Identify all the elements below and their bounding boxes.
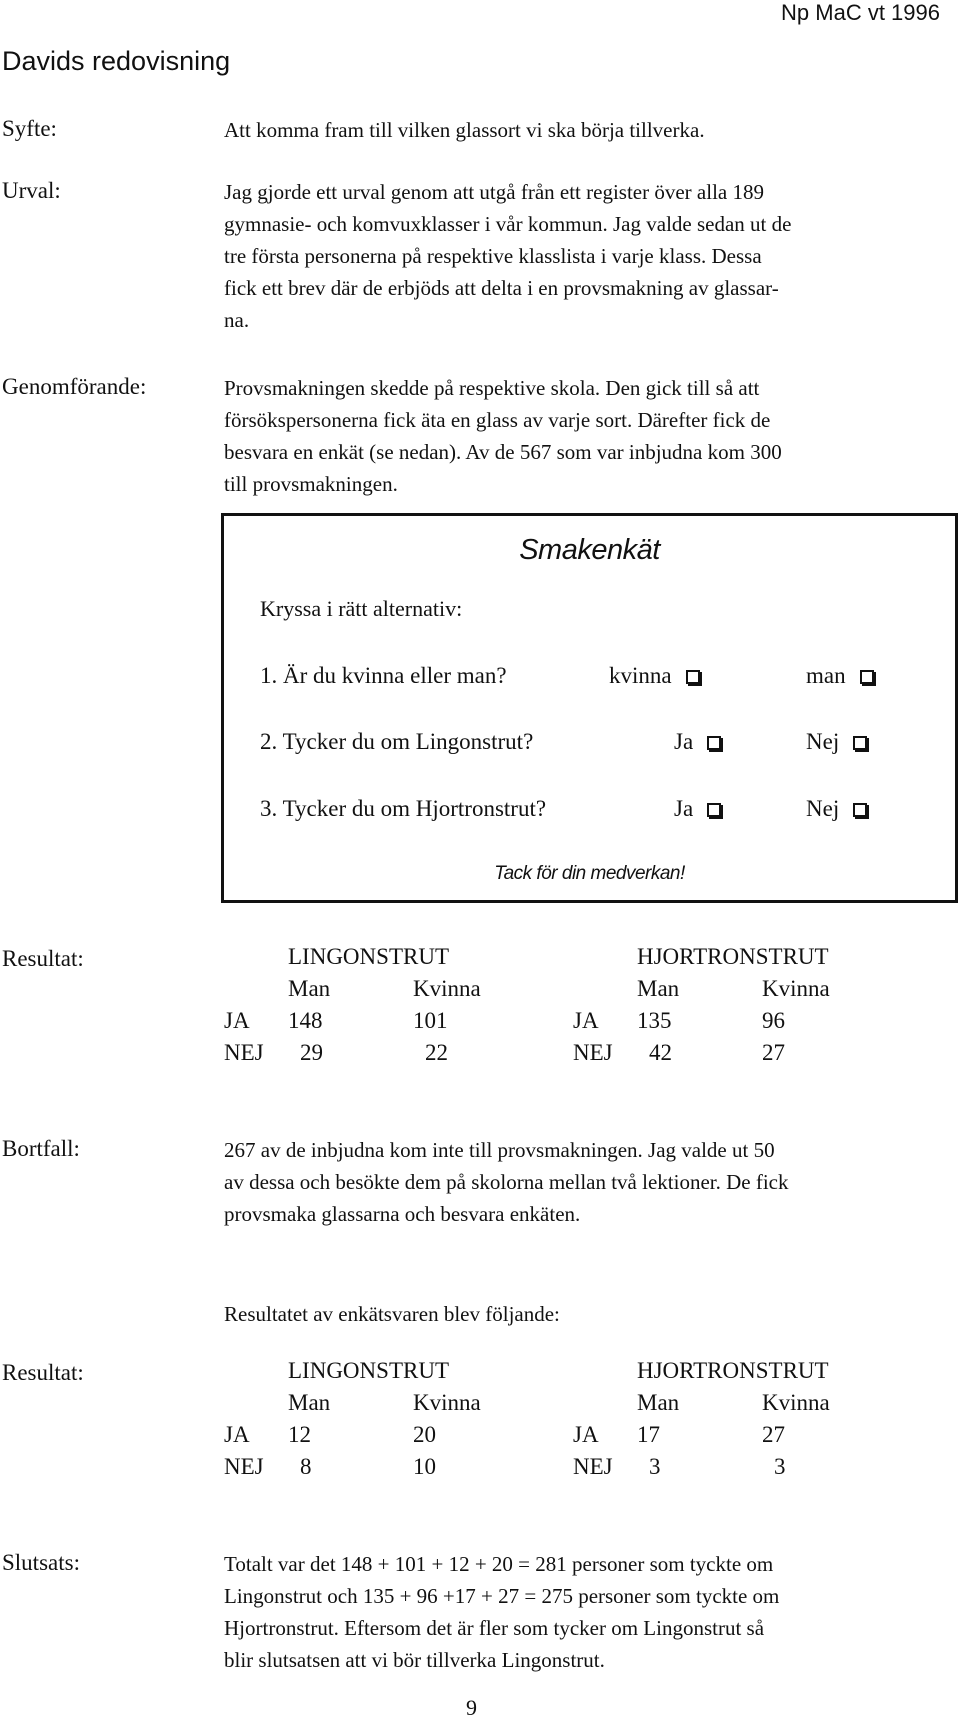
genomforande-line: till provsmakningen. <box>224 472 398 496</box>
urval-line: Jag gjorde ett urval genom att utgå från ett register över alla 189 <box>224 180 764 204</box>
urval-text <box>224 176 956 336</box>
survey-question: 1. Är du kvinna eller man? <box>260 663 507 688</box>
checkbox-icon[interactable] <box>860 670 874 684</box>
slutsats-line: Lingonstrut och 135 + 96 +17 + 27 = 275 personer som tyckte om <box>224 1584 780 1608</box>
urval-label: Urval: <box>2 178 61 203</box>
survey-option[interactable] <box>674 796 721 822</box>
col-header: Kvinna <box>762 1390 830 1415</box>
option-label: kvinna <box>609 663 672 688</box>
survey-option[interactable] <box>806 796 867 822</box>
row-label: NEJ <box>224 1454 264 1479</box>
group-header: HJORTRONSTRUT <box>637 1358 829 1383</box>
option-label: Ja <box>674 729 694 754</box>
bortfall-line: av dessa och besökte dem på skolorna mellan två lektioner. De fick <box>224 1170 789 1194</box>
genomforande-line: besvara en enkät (se nedan). Av de 567 som var inbjudna kom 300 <box>224 440 782 464</box>
row-label: JA <box>224 1422 250 1447</box>
resultat-label: Resultat: <box>2 946 84 971</box>
table-cell: 20 <box>413 1422 436 1447</box>
bortfall-label: Bortfall: <box>2 1136 80 1161</box>
bortfall-line: 267 av de inbjudna kom inte till provsmakningen. Jag valde ut 50 <box>224 1138 775 1162</box>
col-header: Man <box>637 976 680 1001</box>
genomforande-label: Genomförande: <box>2 374 147 399</box>
table-cell: 3 <box>774 1454 786 1479</box>
table-cell: 10 <box>413 1454 436 1479</box>
urval-line: tre första personerna på respektive klasslista i varje klass. Dessa <box>224 244 762 268</box>
group-header: HJORTRONSTRUT <box>637 944 829 969</box>
col-header: Man <box>288 1390 331 1415</box>
slutsats-line: blir slutsatsen att vi bör tillverka Lingonstrut. <box>224 1648 605 1672</box>
table-cell: 148 <box>288 1008 323 1033</box>
checkbox-icon[interactable] <box>853 803 867 817</box>
slutsats-text <box>224 1548 956 1676</box>
group-header: LINGONSTRUT <box>288 944 449 969</box>
slutsats-line: Totalt var det 148 + 101 + 12 + 20 = 281 personer som tyckte om <box>224 1552 774 1576</box>
survey-option[interactable] <box>674 729 721 755</box>
resultat-intro: Resultatet av enkätsvaren blev följande: <box>224 1302 560 1326</box>
checkbox-icon[interactable] <box>707 803 721 817</box>
survey-thanks: Tack för din medverkan! <box>494 863 685 884</box>
urval-line: fick ett brev där de erbjöds att delta i en provsmakning av glassar- <box>224 276 779 300</box>
option-label: Nej <box>806 729 840 754</box>
table-cell: 22 <box>425 1040 448 1065</box>
syfte-text: Att komma fram till vilken glassort vi ska börja tillverka. <box>224 118 705 142</box>
survey-question: 2. Tycker du om Lingonstrut? <box>260 729 534 754</box>
col-header: Kvinna <box>762 976 830 1001</box>
table-cell: 29 <box>300 1040 323 1065</box>
resultat-label: Resultat: <box>2 1360 84 1385</box>
survey-title: Smakenkät <box>519 534 660 566</box>
exam-header: Np MaC vt 1996 <box>781 0 940 25</box>
survey-question: 3. Tycker du om Hjortronstrut? <box>260 796 547 821</box>
option-label: man <box>806 663 846 688</box>
group-header: LINGONSTRUT <box>288 1358 449 1383</box>
syfte-label: Syfte: <box>2 116 57 141</box>
table-cell: 8 <box>300 1454 312 1479</box>
row-label: JA <box>573 1422 599 1447</box>
col-header: Man <box>637 1390 680 1415</box>
bortfall-text <box>224 1134 956 1230</box>
bortfall-line: provsmaka glassarna och besvara enkäten. <box>224 1202 581 1226</box>
survey-option[interactable] <box>609 663 700 689</box>
table-cell: 96 <box>762 1008 785 1033</box>
table-cell: 27 <box>762 1040 785 1065</box>
survey-option[interactable] <box>806 663 874 689</box>
row-label: NEJ <box>573 1454 613 1479</box>
genomforande-text <box>224 372 956 500</box>
table-cell: 42 <box>649 1040 672 1065</box>
genomforande-line: försökspersonerna fick äta en glass av varje sort. Därefter fick de <box>224 408 771 432</box>
option-label: Nej <box>806 796 840 821</box>
checkbox-icon[interactable] <box>707 736 721 750</box>
survey-instruction: Kryssa i rätt alternativ: <box>260 596 463 621</box>
urval-line: gymnasie- och komvuxklasser i vår kommun. Jag valde sedan ut de <box>224 212 792 236</box>
row-label: JA <box>573 1008 599 1033</box>
table-cell: 101 <box>413 1008 448 1033</box>
checkbox-icon[interactable] <box>686 670 700 684</box>
table-cell: 17 <box>637 1422 660 1447</box>
row-label: NEJ <box>573 1040 613 1065</box>
slutsats-line: Hjortronstrut. Eftersom det är fler som tycker om Lingonstrut så <box>224 1616 765 1640</box>
table-cell: 3 <box>649 1454 661 1479</box>
slutsats-label: Slutsats: <box>2 1550 80 1575</box>
table-cell: 27 <box>762 1422 785 1447</box>
survey-box <box>221 513 958 903</box>
table-cell: 135 <box>637 1008 672 1033</box>
checkbox-icon[interactable] <box>853 736 867 750</box>
row-label: JA <box>224 1008 250 1033</box>
option-label: Ja <box>674 796 694 821</box>
table-cell: 12 <box>288 1422 311 1447</box>
col-header: Kvinna <box>413 1390 481 1415</box>
page-number: 9 <box>466 1695 477 1720</box>
genomforande-line: Provsmakningen skedde på respektive skola. Den gick till så att <box>224 376 760 400</box>
col-header: Kvinna <box>413 976 481 1001</box>
urval-line: na. <box>224 308 250 332</box>
survey-option[interactable] <box>806 729 867 755</box>
col-header: Man <box>288 976 331 1001</box>
page-title: Davids redovisning <box>2 46 231 76</box>
row-label: NEJ <box>224 1040 264 1065</box>
